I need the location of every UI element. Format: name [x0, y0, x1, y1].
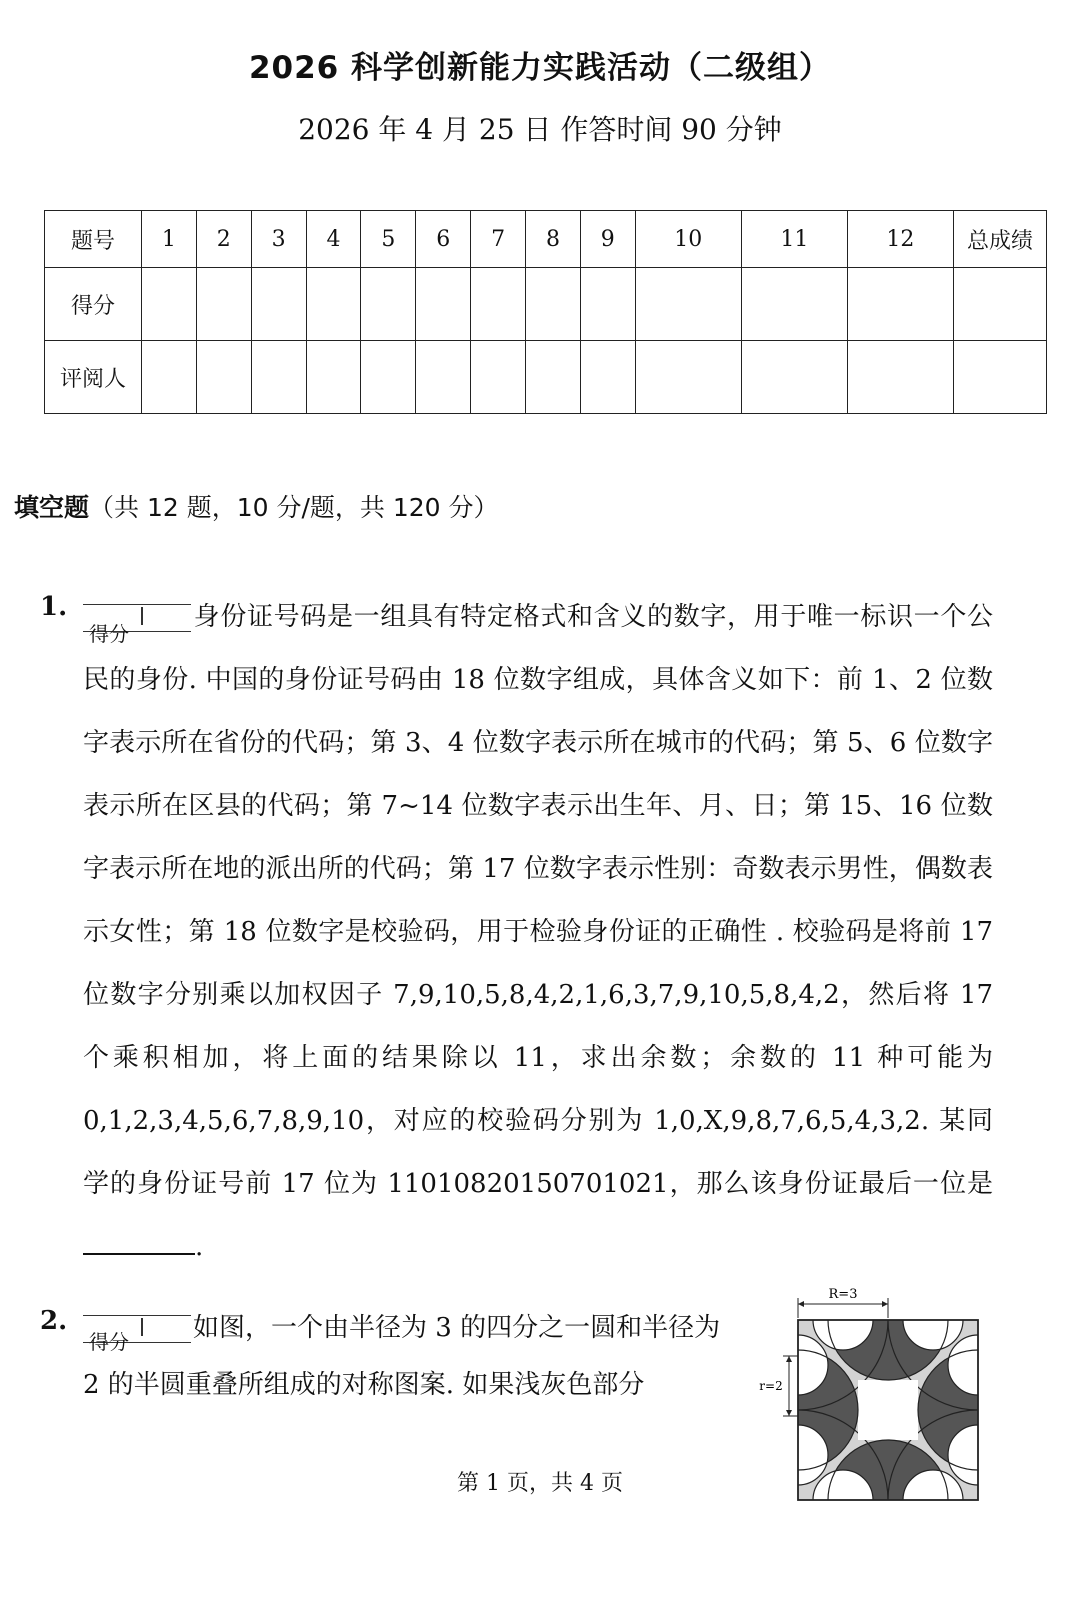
section-heading: [14, 488, 499, 524]
question-2-body: 如图，一个由半径为 3 的四分之一圆和半径为 2 的半圆重叠所组成的对称图案. 如果浅灰色部分: [83, 1313, 721, 1400]
score-box-label: 得分: [89, 1330, 129, 1354]
grader-cell[interactable]: [526, 341, 581, 414]
question-number: 1.: [40, 592, 68, 622]
question-1-end: .: [195, 1232, 204, 1262]
row-label-score: 得分: [45, 268, 142, 341]
col-header: 6: [416, 211, 471, 268]
page-title: 2026 科学创新能力实践活动（二级组）: [248, 50, 832, 86]
score-box[interactable]: [83, 604, 191, 646]
score-cell[interactable]: [416, 268, 471, 341]
grader-cell[interactable]: [251, 341, 306, 414]
score-table-header-row: [45, 211, 1047, 268]
col-header: 5: [361, 211, 416, 268]
question-number: 2.: [40, 1306, 68, 1336]
question-1-body: 身份证号码是一组具有特定格式和含义的数字，用于唯一标识一个公民的身份. 中国的身份证号码由 18 位数字组成，具体含义如下：前 1、2 位数字表示所在省份的代码；第 3、4 位数字表示所在城市的代码；第 5、6 位数字表示所在区县的代码；第 7~14 位数字表示出生年、月、日；第 15、16 位数字表示所在地的派出所的代码；第 17 位数字表示性别：奇数表示男性，偶数表示女性；第 18 位数字是校验码，用于检验身份证的正确性 . 校验码是将前 17 位数字分别乘以加权因子 7,9,10,5,8,4,2,1,6,3,7,9,10,5,8,4,2，然后将 17 个乘积相加，将上面的结果除以 11，求出余数；余数的 11 种可能为 0,1,2,3,4,5,6,7,8,9,10，对应的校验码分别为 1,0,X,9,8,7,6,5,4,3,2. 某同学的身份证号前 17 位为 11010820150701021，那么该身份证最后一位是: [83, 602, 993, 1199]
score-cell[interactable]: [580, 268, 635, 341]
score-cell[interactable]: [847, 268, 953, 341]
grader-cell-total[interactable]: [954, 341, 1047, 414]
col-header: 10: [635, 211, 741, 268]
col-header: 4: [306, 211, 361, 268]
grader-cell[interactable]: [635, 341, 741, 414]
score-cell[interactable]: [361, 268, 416, 341]
col-header: 3: [251, 211, 306, 268]
section-title: 填空题: [14, 493, 90, 522]
grader-cell[interactable]: [580, 341, 635, 414]
label-r: r=2: [759, 1379, 783, 1393]
row-label-grader: 评阅人: [45, 341, 142, 414]
grader-cell[interactable]: [741, 341, 847, 414]
score-table: [44, 210, 1047, 414]
grader-cell[interactable]: [142, 341, 197, 414]
question-1-text: [83, 586, 993, 1279]
score-row: [45, 268, 1047, 341]
score-cell[interactable]: [196, 268, 251, 341]
score-cell[interactable]: [306, 268, 361, 341]
score-cell-total[interactable]: [954, 268, 1047, 341]
col-header: 11: [741, 211, 847, 268]
page-footer: 第 1 页，共 4 页: [457, 1471, 623, 1496]
grader-cell[interactable]: [471, 341, 526, 414]
label-R: R=3: [828, 1287, 858, 1302]
score-cell[interactable]: [471, 268, 526, 341]
col-header: 9: [580, 211, 635, 268]
exam-date-duration: 2026 年 4 月 25 日 作答时间 90 分钟: [298, 113, 782, 146]
grader-cell[interactable]: [306, 341, 361, 414]
score-cell[interactable]: [251, 268, 306, 341]
answer-blank[interactable]: [83, 1229, 195, 1255]
col-header: 7: [471, 211, 526, 268]
col-header: 2: [196, 211, 251, 268]
col-header-total: 总成绩: [954, 211, 1047, 268]
col-header: 12: [847, 211, 953, 268]
score-cell[interactable]: [526, 268, 581, 341]
col-header: 8: [526, 211, 581, 268]
score-cell[interactable]: [142, 268, 197, 341]
score-cell[interactable]: [635, 268, 741, 341]
question-2-text: [83, 1300, 743, 1414]
col-header: 1: [142, 211, 197, 268]
score-box[interactable]: [83, 1315, 191, 1354]
score-cell[interactable]: [741, 268, 847, 341]
grader-cell[interactable]: [847, 341, 953, 414]
grader-cell[interactable]: [361, 341, 416, 414]
row-label-question-no: 题号: [45, 211, 142, 268]
grader-row: [45, 341, 1047, 414]
score-box-label: 得分: [89, 622, 129, 646]
section-detail: （共 12 题，10 分/题，共 120 分）: [89, 493, 499, 522]
grader-cell[interactable]: [196, 341, 251, 414]
grader-cell[interactable]: [416, 341, 471, 414]
